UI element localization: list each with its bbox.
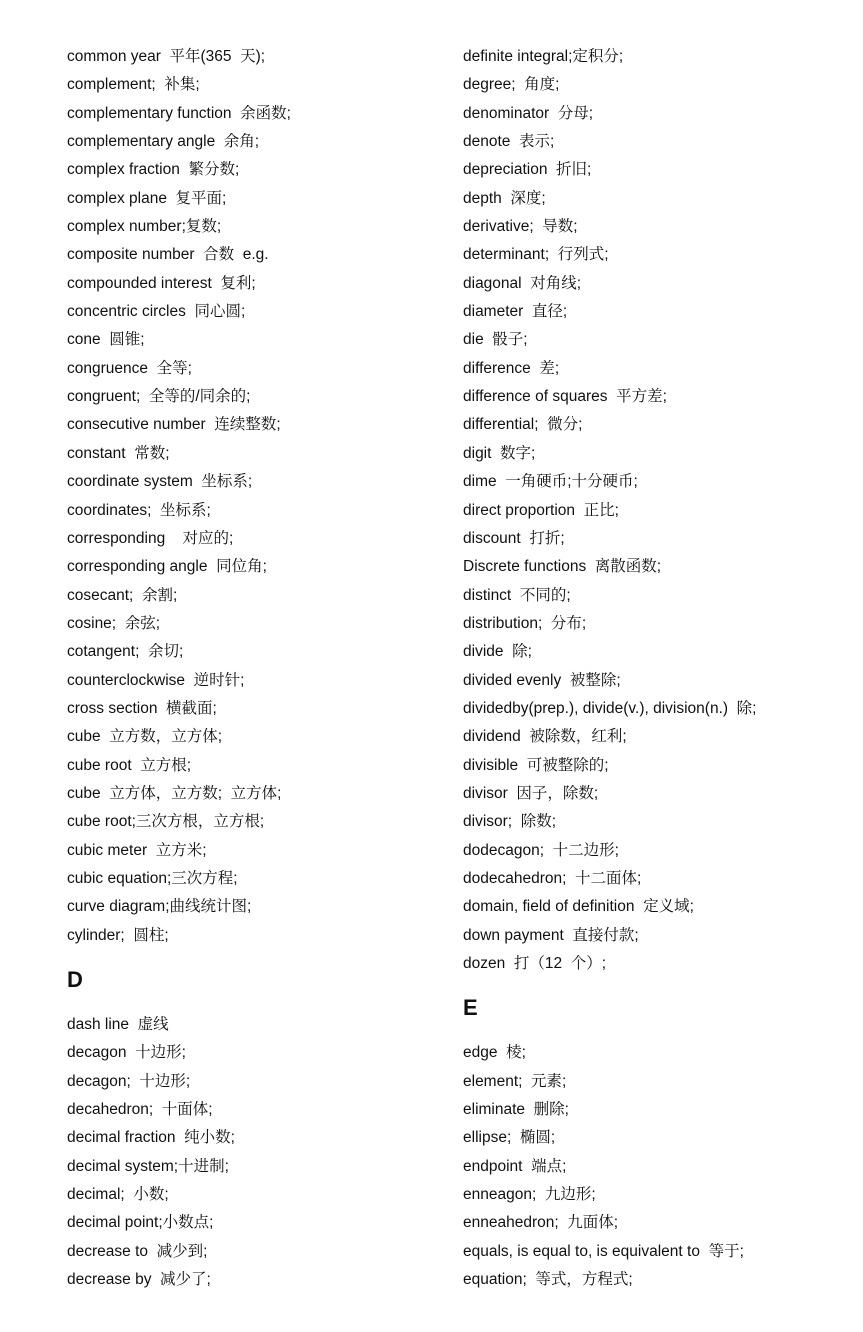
glossary-entry: congruent; 全等的/同余的; [67, 388, 251, 406]
glossary-entry: denominator 分母; [463, 104, 594, 122]
glossary-entry: compounded interest 复利; [67, 274, 256, 292]
glossary-entry: cross section 横截面; [67, 699, 217, 717]
c-entries-list [67, 43, 437, 950]
glossary-entry: cylinder; 圆柱; [67, 926, 169, 944]
glossary-entry: decrease to 减少到; [67, 1242, 208, 1260]
glossary-entry: enneagon; 九边形; [463, 1186, 596, 1204]
glossary-entry: determinant; 行列式; [463, 246, 609, 264]
glossary-entry: diagonal 对角线; [463, 274, 582, 292]
glossary-entry: cosine; 余弦; [67, 614, 161, 632]
glossary-entry: die 骰子; [463, 331, 528, 349]
glossary-entry: distribution; 分布; [463, 614, 587, 632]
glossary-entry: complementary function 余函数; [67, 104, 291, 122]
glossary-entry: distinct 不同的; [463, 586, 571, 604]
glossary-entry: cubic equation;三次方程; [67, 869, 238, 887]
glossary-entry: digit 数字; [463, 444, 536, 462]
glossary-entry: decimal system;十进制; [67, 1157, 229, 1175]
glossary-entry: differential; 微分; [463, 416, 583, 434]
glossary-entry: cube 立方数，立方体; [67, 728, 223, 746]
glossary-entry: decrease by 减少了; [67, 1271, 211, 1289]
glossary-entry: composite number 合数 e.g. [67, 246, 269, 264]
glossary-entry: complementary angle 余角; [67, 133, 260, 151]
glossary-entry: complex plane 复平面; [67, 189, 227, 207]
d-entries-list [67, 1011, 437, 1294]
glossary-entry: counterclockwise 逆时针; [67, 671, 245, 689]
glossary-entry: concentric circles 同心圆; [67, 303, 246, 321]
glossary-entry: common year 平年(365 天); [67, 48, 266, 65]
glossary-entry: eliminate 删除; [463, 1101, 569, 1119]
glossary-entry: divided evenly 被整除; [463, 671, 621, 689]
glossary-entry: complement; 补集; [67, 76, 200, 94]
glossary-entry: cube root;三次方根，立方根; [67, 813, 265, 831]
right-column [463, 43, 858, 1294]
glossary-entry: decimal; 小数; [67, 1186, 169, 1204]
glossary-entry: constant 常数; [67, 444, 170, 462]
glossary-entry: decagon 十边形; [67, 1044, 186, 1062]
glossary-entry: diameter 直径; [463, 303, 568, 321]
glossary-entry: cubic meter 立方米; [67, 841, 207, 859]
glossary-entry: direct proportion 正比; [463, 501, 619, 519]
glossary-entry: depreciation 折旧; [463, 161, 592, 179]
glossary-entry: dividedby(prep.), divide(v.), division(n.) 除; [463, 699, 757, 717]
glossary-entry: enneahedron; 九面体; [463, 1214, 619, 1232]
glossary-entry: definite integral;定积分; [463, 48, 624, 65]
glossary-entry: domain, field of definition 定义域; [463, 898, 694, 916]
glossary-entry: cosecant; 余割; [67, 586, 178, 604]
glossary-entry: decahedron; 十面体; [67, 1101, 213, 1119]
glossary-entry: edge 棱; [463, 1044, 526, 1062]
glossary-entry: cube 立方体，立方数; 立方体; [67, 784, 282, 802]
glossary-entry: divisor 因子，除数; [463, 784, 599, 802]
glossary-entry: divide 除; [463, 643, 532, 661]
glossary-entry: divisor; 除数; [463, 813, 557, 831]
glossary-entry: dozen 打（12 个）; [463, 955, 607, 972]
glossary-entry: degree; 角度; [463, 76, 560, 94]
glossary-entry: divisible 可被整除的; [463, 756, 609, 774]
glossary-entry: curve diagram;曲线统计图; [67, 898, 252, 916]
glossary-entry: Discrete functions 离散函数; [463, 558, 662, 576]
glossary-entry: equals, is equal to, is equivalent to 等于; [463, 1242, 744, 1260]
glossary-entry: denote 表示; [463, 133, 555, 151]
glossary-entry: dime 一角硬币;十分硬币; [463, 473, 638, 491]
section-heading-d: D [67, 967, 83, 992]
e-entries-list [463, 1039, 858, 1294]
glossary-entry: corresponding angle 同位角; [67, 558, 267, 576]
glossary-entry: complex fraction 繁分数; [67, 161, 240, 179]
glossary-entry: equation; 等式，方程式; [463, 1271, 633, 1289]
glossary-entry: complex number;复数; [67, 218, 222, 236]
section-heading-e: E [463, 995, 478, 1021]
glossary-entry: cube root 立方根; [67, 756, 192, 774]
d-continued-entries-list [463, 43, 858, 978]
glossary-entry: congruence 全等; [67, 359, 192, 377]
glossary-entry: down payment 直接付款; [463, 926, 639, 944]
glossary-entry: derivative; 导数; [463, 218, 578, 236]
glossary-entry: corresponding 对应的; [67, 529, 234, 547]
glossary-entry: consecutive number 连续整数; [67, 416, 281, 434]
glossary-entry: difference 差; [463, 359, 560, 377]
glossary-entry: coordinates; 坐标系; [67, 501, 211, 519]
glossary-entry: element; 元素; [463, 1072, 567, 1090]
glossary-entry: dodecahedron; 十二面体; [463, 869, 642, 887]
glossary-entry: dodecagon; 十二边形; [463, 841, 619, 859]
left-column [67, 43, 437, 1294]
glossary-entry: depth 深度; [463, 189, 546, 207]
glossary-entry: ellipse; 椭圆; [463, 1129, 556, 1147]
glossary-entry: cone 圆锥; [67, 331, 145, 349]
glossary-entry: difference of squares 平方差; [463, 388, 667, 406]
glossary-entry: decimal point;小数点; [67, 1214, 214, 1232]
glossary-entry: decimal fraction 纯小数; [67, 1129, 235, 1147]
glossary-entry: cotangent; 余切; [67, 643, 184, 661]
glossary-entry: dash line 虚线 [67, 1016, 169, 1033]
glossary-entry: discount 打折; [463, 529, 565, 547]
glossary-entry: decagon; 十边形; [67, 1072, 191, 1090]
glossary-entry: endpoint 端点; [463, 1157, 567, 1175]
glossary-entry: coordinate system 坐标系; [67, 473, 253, 491]
glossary-entry: dividend 被除数，红利; [463, 728, 627, 746]
